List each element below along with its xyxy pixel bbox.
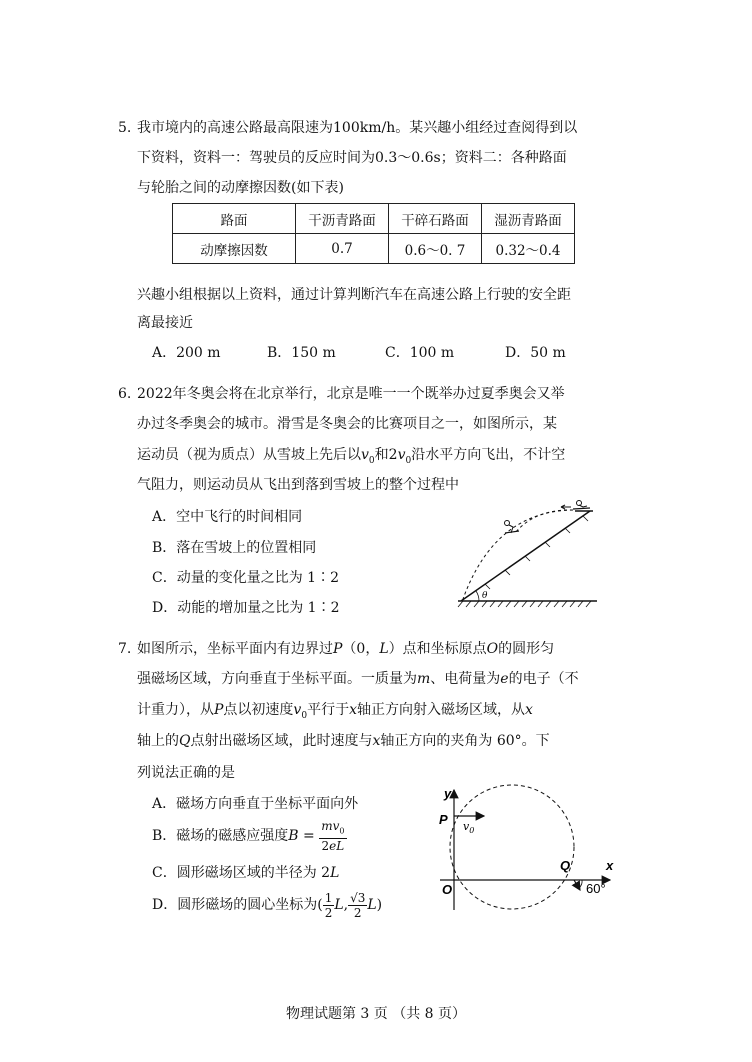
q7-line1-text-c: ）点和坐标原点 bbox=[388, 641, 487, 657]
skier-icon bbox=[561, 501, 590, 510]
q7-option-a: A．磁场方向垂直于坐标平面向外 bbox=[152, 796, 359, 812]
slope-hatch bbox=[485, 516, 588, 589]
q5-option-c: C．100 m bbox=[385, 345, 455, 361]
v0-symbol: v bbox=[293, 702, 302, 718]
q7-line2 bbox=[137, 670, 579, 688]
x-axis-label: x bbox=[606, 858, 614, 873]
table-header-row bbox=[173, 204, 575, 234]
page-footer: 物理试题第 3 页 （共 8 页） bbox=[285, 1006, 467, 1022]
q7-line1-text-d: 的圆形匀 bbox=[498, 641, 555, 657]
long-trajectory bbox=[463, 510, 573, 599]
q7-line1 bbox=[137, 640, 554, 658]
symbol-l: L bbox=[379, 641, 389, 657]
table-header-cell: 路面 bbox=[173, 204, 296, 234]
q6-line4: 气阻力，则运动员从飞出到落到雪坡上的整个过程中 bbox=[137, 477, 459, 493]
point-q-label: Q bbox=[560, 858, 571, 873]
q7-line2-text-b: 、电荷量为 bbox=[430, 671, 501, 687]
center-x-fraction: $\frac{1}{2}$ bbox=[324, 890, 333, 920]
q5-line2: 下资料，资料一：驾驶员的反应时间为0.3～0.6s；资料二：各种路面 bbox=[137, 150, 567, 166]
table-cell: 0.6～0. 7 bbox=[389, 234, 482, 264]
q6-line3-text-b: 和 bbox=[374, 447, 389, 463]
v0-subscript: 0 bbox=[301, 710, 308, 721]
q6-line3: 运动员（视为质点）从雪坡上先后以$v_0$和$2v_0$沿水平方向飞出，不计空 bbox=[137, 447, 566, 466]
table-header-cell: 干碎石路面 bbox=[389, 204, 482, 234]
q6-line3-text-c: 沿水平方向飞出，不计空 bbox=[411, 447, 566, 463]
exit-velocity-arrow bbox=[574, 880, 580, 890]
q7-line2-text-a: 强磁场区域，方向垂直于坐标平面。一质量为 bbox=[137, 671, 417, 687]
q6-number: 6. bbox=[118, 386, 132, 402]
center-y-fraction: $\frac{√3}{2}$ bbox=[350, 890, 366, 920]
symbol-m: m bbox=[417, 671, 431, 687]
q7-line3-text-c: 平行于 bbox=[307, 702, 350, 718]
symbol-x: x bbox=[372, 733, 381, 749]
q6-option-b: B．落在雪坡上的位置相同 bbox=[152, 540, 317, 556]
q7-line1-text-b: （0， bbox=[342, 641, 380, 657]
q6-option-d: D．动能的增加量之比为 1∶2 bbox=[152, 600, 340, 616]
angle-60-label: 60° bbox=[586, 881, 606, 896]
q5-line3: 与轮胎之间的动摩擦因数(如下表) bbox=[137, 180, 344, 196]
v0-subscript: 0 bbox=[405, 455, 412, 466]
q6-line3-text-a: 运动员（视为质点）从雪坡上先后以 bbox=[137, 447, 361, 463]
angle-theta-label: θ bbox=[482, 591, 488, 601]
ski-slope-figure bbox=[455, 497, 605, 612]
q5-line5: 离最接近 bbox=[137, 315, 193, 331]
q7-line4 bbox=[137, 732, 550, 750]
symbol-b: B bbox=[288, 828, 299, 844]
v0-symbol: v bbox=[361, 447, 369, 463]
b-field-fraction: $\frac{mv_0}{2eL}$ bbox=[321, 818, 345, 854]
table-header-cell: 湿沥青路面 bbox=[482, 204, 575, 234]
symbol-e: e bbox=[500, 671, 509, 687]
symbol-o: O bbox=[486, 641, 499, 657]
magnetic-field-figure bbox=[430, 770, 625, 915]
q7-option-b: B．磁场的磁感应强度B = $\frac{mv_0}{2eL}$ bbox=[152, 818, 345, 854]
symbol-q: Q bbox=[179, 733, 191, 749]
q7-line1-text-a: 如图所示，坐标平面内有边界过 bbox=[137, 641, 333, 657]
origin-label: O bbox=[442, 882, 453, 897]
symbol-p: P bbox=[214, 702, 224, 718]
q5-option-d: D．50 m bbox=[505, 345, 566, 361]
q7-option-b-text: B．磁场的磁感应强度 bbox=[152, 828, 289, 844]
table-row bbox=[173, 234, 575, 264]
q7-line3-text-b: 点以初速度 bbox=[223, 702, 294, 718]
q7-line4-text-a: 轴上的 bbox=[137, 733, 179, 749]
q7-option-d: D．圆形磁场的圆心坐标为( $\frac{1}{2}$ L, $\frac{√3}{2}$ L) bbox=[152, 890, 383, 920]
q7-line4-text-c: 轴正方向的夹角为 60°。下 bbox=[380, 733, 550, 749]
q6-line2: 办过冬季奥会的城市。滑雪是冬奥会的比赛项目之一，如图所示，某 bbox=[137, 416, 557, 432]
velocity-label: $v_0$ bbox=[463, 820, 475, 835]
q6-option-c: C．动量的变化量之比为 1∶2 bbox=[152, 570, 339, 586]
symbol-x: x bbox=[524, 702, 533, 718]
symbol-l: L bbox=[330, 865, 340, 881]
q7-line3-text-a: 计重力），从 bbox=[137, 702, 214, 718]
v0-symbol: v bbox=[397, 447, 406, 463]
q7-option-d-text: D．圆形磁场的圆心坐标为 bbox=[152, 897, 318, 913]
q7-line2-text-c: 的电子（不 bbox=[508, 671, 579, 687]
q7-option-c-text: C．圆形磁场区域的半径为 2 bbox=[152, 865, 331, 881]
q7-option-c bbox=[152, 864, 339, 882]
symbol-x: x bbox=[349, 702, 357, 718]
q7-line3-text-d: 轴正方向射入磁场区域，从 bbox=[356, 702, 525, 718]
table-cell: 0.7 bbox=[296, 234, 389, 264]
q5-line4: 兴趣小组根据以上资料，通过计算判断汽车在高速公路上行驶的安全距 bbox=[137, 287, 571, 303]
table-header-cell: 干沥青路面 bbox=[296, 204, 389, 234]
flying-skier-icon bbox=[505, 521, 520, 534]
ground-hatch bbox=[458, 601, 591, 607]
q5-option-a: A．200 m bbox=[152, 345, 221, 361]
y-axis-label: y bbox=[444, 786, 452, 801]
symbol-p: P bbox=[333, 641, 343, 657]
v0-subscript: 0 bbox=[368, 455, 375, 466]
friction-table bbox=[172, 203, 575, 264]
q5-option-b: B．150 m bbox=[267, 345, 336, 361]
magnetic-field-boundary bbox=[450, 785, 574, 909]
q7-line4-text-b: 点射出磁场区域，此时速度与 bbox=[190, 733, 373, 749]
q6-option-a: A．空中飞行的时间相同 bbox=[152, 509, 303, 525]
table-cell: 0.32～0.4 bbox=[482, 234, 575, 264]
point-p-label: P bbox=[439, 812, 448, 827]
table-cell: 动摩擦因数 bbox=[173, 234, 296, 264]
q7-line5: 列说法正确的是 bbox=[137, 765, 235, 781]
q6-line1: 2022年冬奥会将在北京举行，北京是唯一一个既举办过夏季奥会又举 bbox=[137, 386, 565, 402]
q7-line3 bbox=[137, 701, 533, 725]
q5-line1: 我市境内的高速公路最高限速为100km/h。某兴趣小组经过查阅得到以 bbox=[137, 120, 578, 136]
q5-number: 5. bbox=[118, 120, 132, 136]
q7-number: 7. bbox=[118, 641, 132, 657]
